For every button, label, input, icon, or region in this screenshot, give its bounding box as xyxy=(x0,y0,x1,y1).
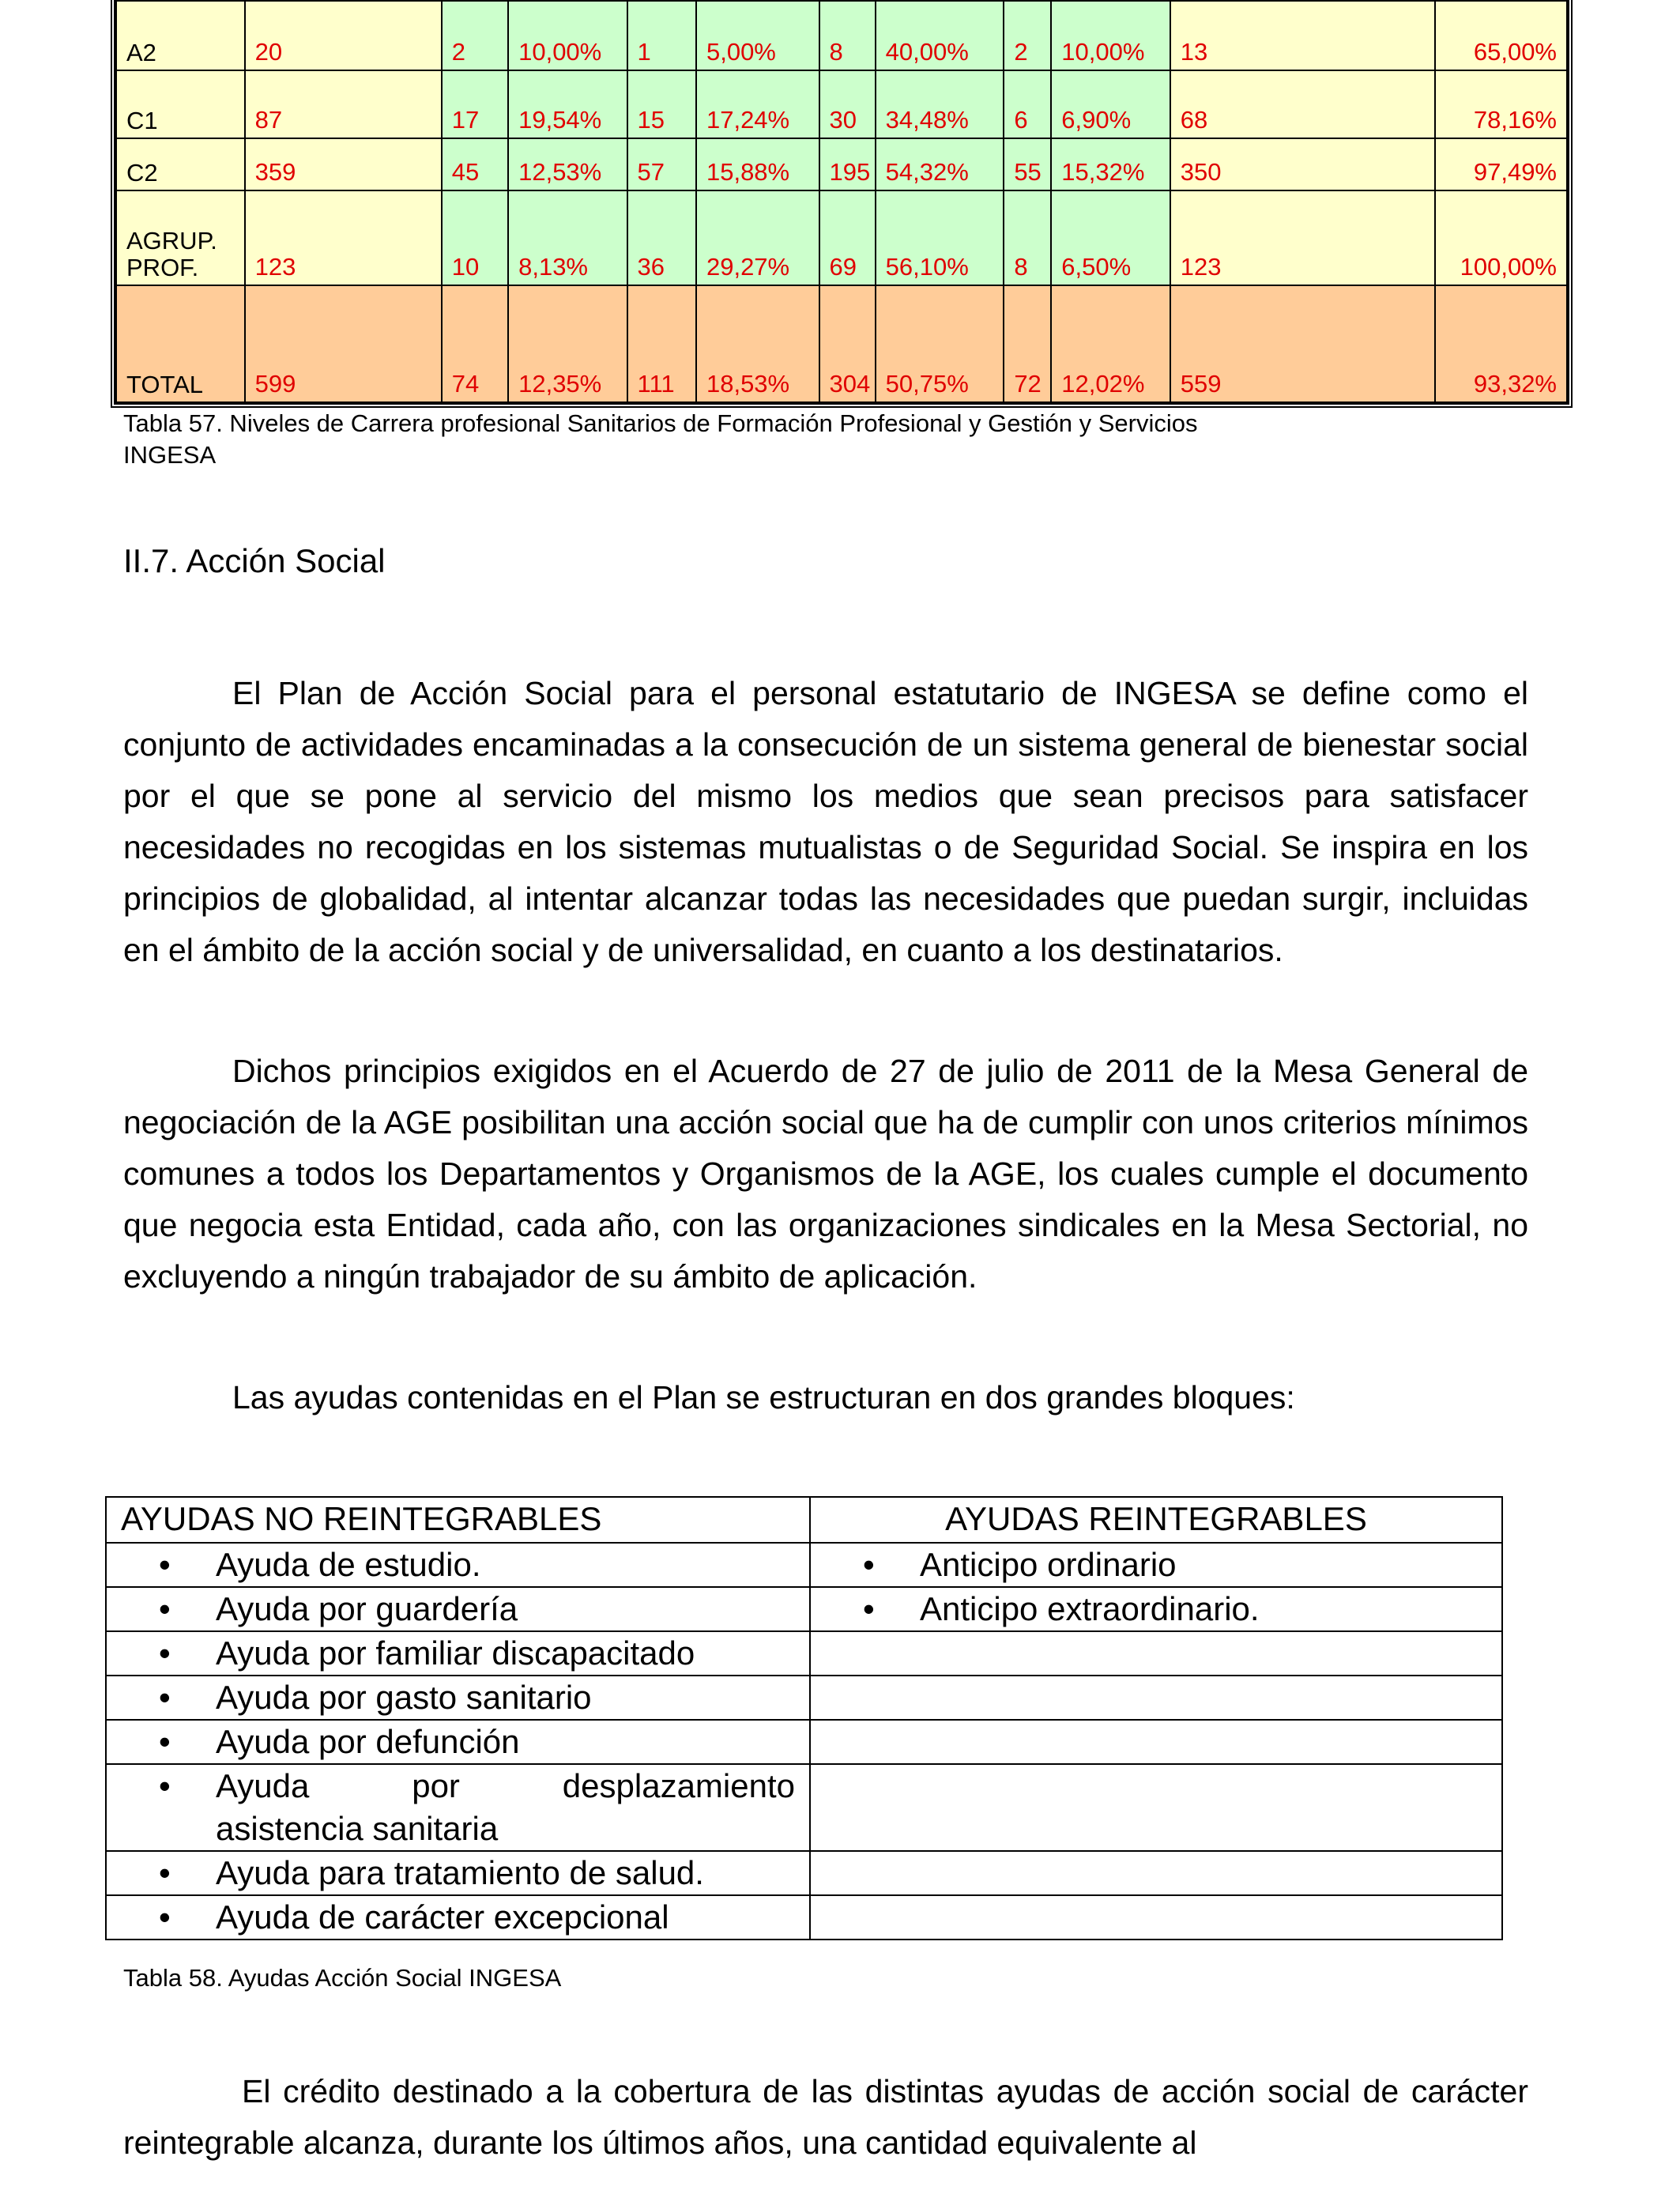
bullet-icon: • xyxy=(159,1767,171,1804)
table-cell: 50,75% xyxy=(876,285,1004,402)
section-heading: II.7. Acción Social xyxy=(123,542,386,579)
list-item xyxy=(106,1676,810,1720)
list-item-text: asistencia sanitaria xyxy=(216,1810,499,1847)
row-label: C2 xyxy=(116,138,245,190)
list-item-text: Ayuda por guardería xyxy=(216,1590,518,1627)
table-cell: 195 xyxy=(819,138,876,190)
list-item-text: Ayuda por familiar discapacitado xyxy=(216,1634,695,1672)
table-cell: 74 xyxy=(442,285,508,402)
table-cell: 17,24% xyxy=(696,70,819,138)
table-cell: 6,50% xyxy=(1051,190,1170,285)
list-item xyxy=(106,1764,810,1851)
table-cell: 56,10% xyxy=(876,190,1004,285)
table-row xyxy=(106,1764,1502,1851)
table-cell: 12,02% xyxy=(1051,285,1170,402)
table-cell: 17 xyxy=(442,70,508,138)
list-item-text: Ayuda de estudio. xyxy=(216,1546,481,1583)
aid-types-table xyxy=(105,1496,1503,1940)
table-cell: 34,48% xyxy=(876,70,1004,138)
table-cell: 78,16% xyxy=(1435,70,1567,138)
table-cell: 6 xyxy=(1004,70,1051,138)
table-cell: 93,32% xyxy=(1435,285,1567,402)
table-cell: 55 xyxy=(1004,138,1051,190)
row-label: TOTAL xyxy=(116,285,245,402)
table-row xyxy=(106,1676,1502,1720)
bullet-icon: • xyxy=(159,1898,171,1936)
career-levels-table xyxy=(115,0,1568,403)
empty-cell xyxy=(810,1676,1502,1720)
list-item xyxy=(810,1543,1502,1587)
table-row xyxy=(106,1895,1502,1940)
table-cell: 8 xyxy=(1004,190,1051,285)
empty-cell xyxy=(810,1851,1502,1895)
table-cell: 12,35% xyxy=(508,285,627,402)
table-57 xyxy=(111,0,1573,408)
table-header-row xyxy=(106,1497,1502,1543)
caption-line: Tabla 57. Niveles de Carrera profesional Sanitarios de Formación Profesional y Gestión y Servicios xyxy=(123,409,1198,437)
table-cell: 1 xyxy=(627,1,696,70)
bullet-icon: • xyxy=(159,1854,171,1891)
table-cell: 5,00% xyxy=(696,1,819,70)
table-cell: 15,88% xyxy=(696,138,819,190)
table-cell: 18,53% xyxy=(696,285,819,402)
table-row-total xyxy=(116,285,1567,402)
table-cell: 15,32% xyxy=(1051,138,1170,190)
table-cell: 359 xyxy=(245,138,442,190)
paragraph-blocks-intro: Las ayudas contenidas en el Plan se estructuran en dos grandes bloques: xyxy=(232,1379,1295,1416)
table-cell: 599 xyxy=(245,285,442,402)
list-item xyxy=(106,1543,810,1587)
table-cell: 36 xyxy=(627,190,696,285)
list-item xyxy=(810,1587,1502,1631)
table-row xyxy=(106,1720,1502,1764)
table-cell: 69 xyxy=(819,190,876,285)
table-cell: 57 xyxy=(627,138,696,190)
row-label: C1 xyxy=(116,70,245,138)
table-cell: 123 xyxy=(1170,190,1435,285)
list-item xyxy=(106,1895,810,1940)
table-cell: 97,49% xyxy=(1435,138,1567,190)
paragraph-credit: El crédito destinado a la cobertura de las distintas ayudas de acción social de carácter reintegrable alcanza, durante los últimos años, una cantidad equivalente al xyxy=(123,2073,1528,2161)
table-row xyxy=(106,1851,1502,1895)
table-cell: 10 xyxy=(442,190,508,285)
bullet-icon: • xyxy=(159,1723,171,1760)
table-cell: 123 xyxy=(245,190,442,285)
table-cell: 30 xyxy=(819,70,876,138)
list-item xyxy=(106,1851,810,1895)
table-cell: 68 xyxy=(1170,70,1435,138)
table-cell: 304 xyxy=(819,285,876,402)
header-non-reimbursable: AYUDAS NO REINTEGRABLES xyxy=(106,1497,810,1543)
table-row xyxy=(106,1587,1502,1631)
bullet-icon: • xyxy=(863,1590,875,1627)
table-row xyxy=(116,70,1567,138)
table-cell: 40,00% xyxy=(876,1,1004,70)
table-cell: 20 xyxy=(245,1,442,70)
table-cell: 111 xyxy=(627,285,696,402)
row-label: A2 xyxy=(116,1,245,70)
header-reimbursable: AYUDAS REINTEGRABLES xyxy=(810,1497,1502,1543)
table-row xyxy=(106,1543,1502,1587)
row-label-line: PROF. xyxy=(126,254,199,282)
bullet-icon: • xyxy=(159,1679,171,1716)
table-cell: 100,00% xyxy=(1435,190,1567,285)
row-label xyxy=(116,190,245,285)
empty-cell xyxy=(810,1720,1502,1764)
list-item-text: Anticipo extraordinario. xyxy=(920,1590,1260,1627)
table-cell: 15 xyxy=(627,70,696,138)
table-cell: 54,32% xyxy=(876,138,1004,190)
table-row xyxy=(116,138,1567,190)
list-item xyxy=(106,1631,810,1676)
table-cell: 8,13% xyxy=(508,190,627,285)
list-item-text: Ayuda para tratamiento de salud. xyxy=(216,1854,704,1891)
table-cell: 12,53% xyxy=(508,138,627,190)
empty-cell xyxy=(810,1895,1502,1940)
table-cell: 6,90% xyxy=(1051,70,1170,138)
list-item xyxy=(106,1720,810,1764)
row-label-line: AGRUP. xyxy=(126,227,217,255)
list-item-text: Ayuda de carácter excepcional xyxy=(216,1898,669,1936)
table-cell: 2 xyxy=(442,1,508,70)
list-item-text: Ayuda por desplazamiento xyxy=(216,1767,795,1804)
table-cell: 350 xyxy=(1170,138,1435,190)
table-cell: 8 xyxy=(819,1,876,70)
table-cell: 10,00% xyxy=(508,1,627,70)
list-item-text: Anticipo ordinario xyxy=(920,1546,1177,1583)
table-57-caption xyxy=(123,408,1197,471)
empty-cell xyxy=(810,1631,1502,1676)
bullet-icon: • xyxy=(863,1546,875,1583)
table-row xyxy=(116,1,1567,70)
list-item-text: Ayuda por gasto sanitario xyxy=(216,1679,592,1716)
table-cell: 45 xyxy=(442,138,508,190)
bullet-icon: • xyxy=(159,1634,171,1672)
table-cell: 87 xyxy=(245,70,442,138)
caption-line: INGESA xyxy=(123,441,217,469)
table-cell: 72 xyxy=(1004,285,1051,402)
paragraph-principles: Dichos principios exigidos en el Acuerdo de 27 de julio de 2011 de la Mesa General de negociación de la AGE posibilitan una acción social que ha de cumplir con unos criterios mínimos comunes a todos los Departamentos y Organismos de la AGE, los cuales cumple el documento que negocia esta Entidad, cada año, con las organizaciones sindicales en la Mesa Sectorial, no excluyendo a ningún trabajador de su ámbito de aplicación. xyxy=(123,1053,1528,1295)
table-cell: 10,00% xyxy=(1051,1,1170,70)
list-item-text: Ayuda por defunción xyxy=(216,1723,520,1760)
table-cell: 13 xyxy=(1170,1,1435,70)
bullet-icon: • xyxy=(159,1546,171,1583)
table-row xyxy=(116,190,1567,285)
table-cell: 559 xyxy=(1170,285,1435,402)
table-cell: 65,00% xyxy=(1435,1,1567,70)
table-cell: 2 xyxy=(1004,1,1051,70)
table-row xyxy=(106,1631,1502,1676)
table-cell: 19,54% xyxy=(508,70,627,138)
paragraph-plan-definition: El Plan de Acción Social para el personal estatutario de INGESA se define como el conjunto de actividades encaminadas a la consecución de un sistema general de bienestar social por el que se pone al servicio del mismo los medios que sean precisos para satisfacer necesidades no recogidas en los sistemas mutualistas o de Seguridad Social. Se inspira en los principios de globalidad, al intentar alcanzar todas las necesidades que puedan surgir, incluidas en el ámbito de la acción social y de universalidad, en cuanto a los destinatarios. xyxy=(123,675,1528,968)
bullet-icon: • xyxy=(159,1590,171,1627)
list-item xyxy=(106,1587,810,1631)
empty-cell xyxy=(810,1764,1502,1851)
table-58-caption: Tabla 58. Ayudas Acción Social INGESA xyxy=(123,1964,562,1992)
table-cell: 29,27% xyxy=(696,190,819,285)
